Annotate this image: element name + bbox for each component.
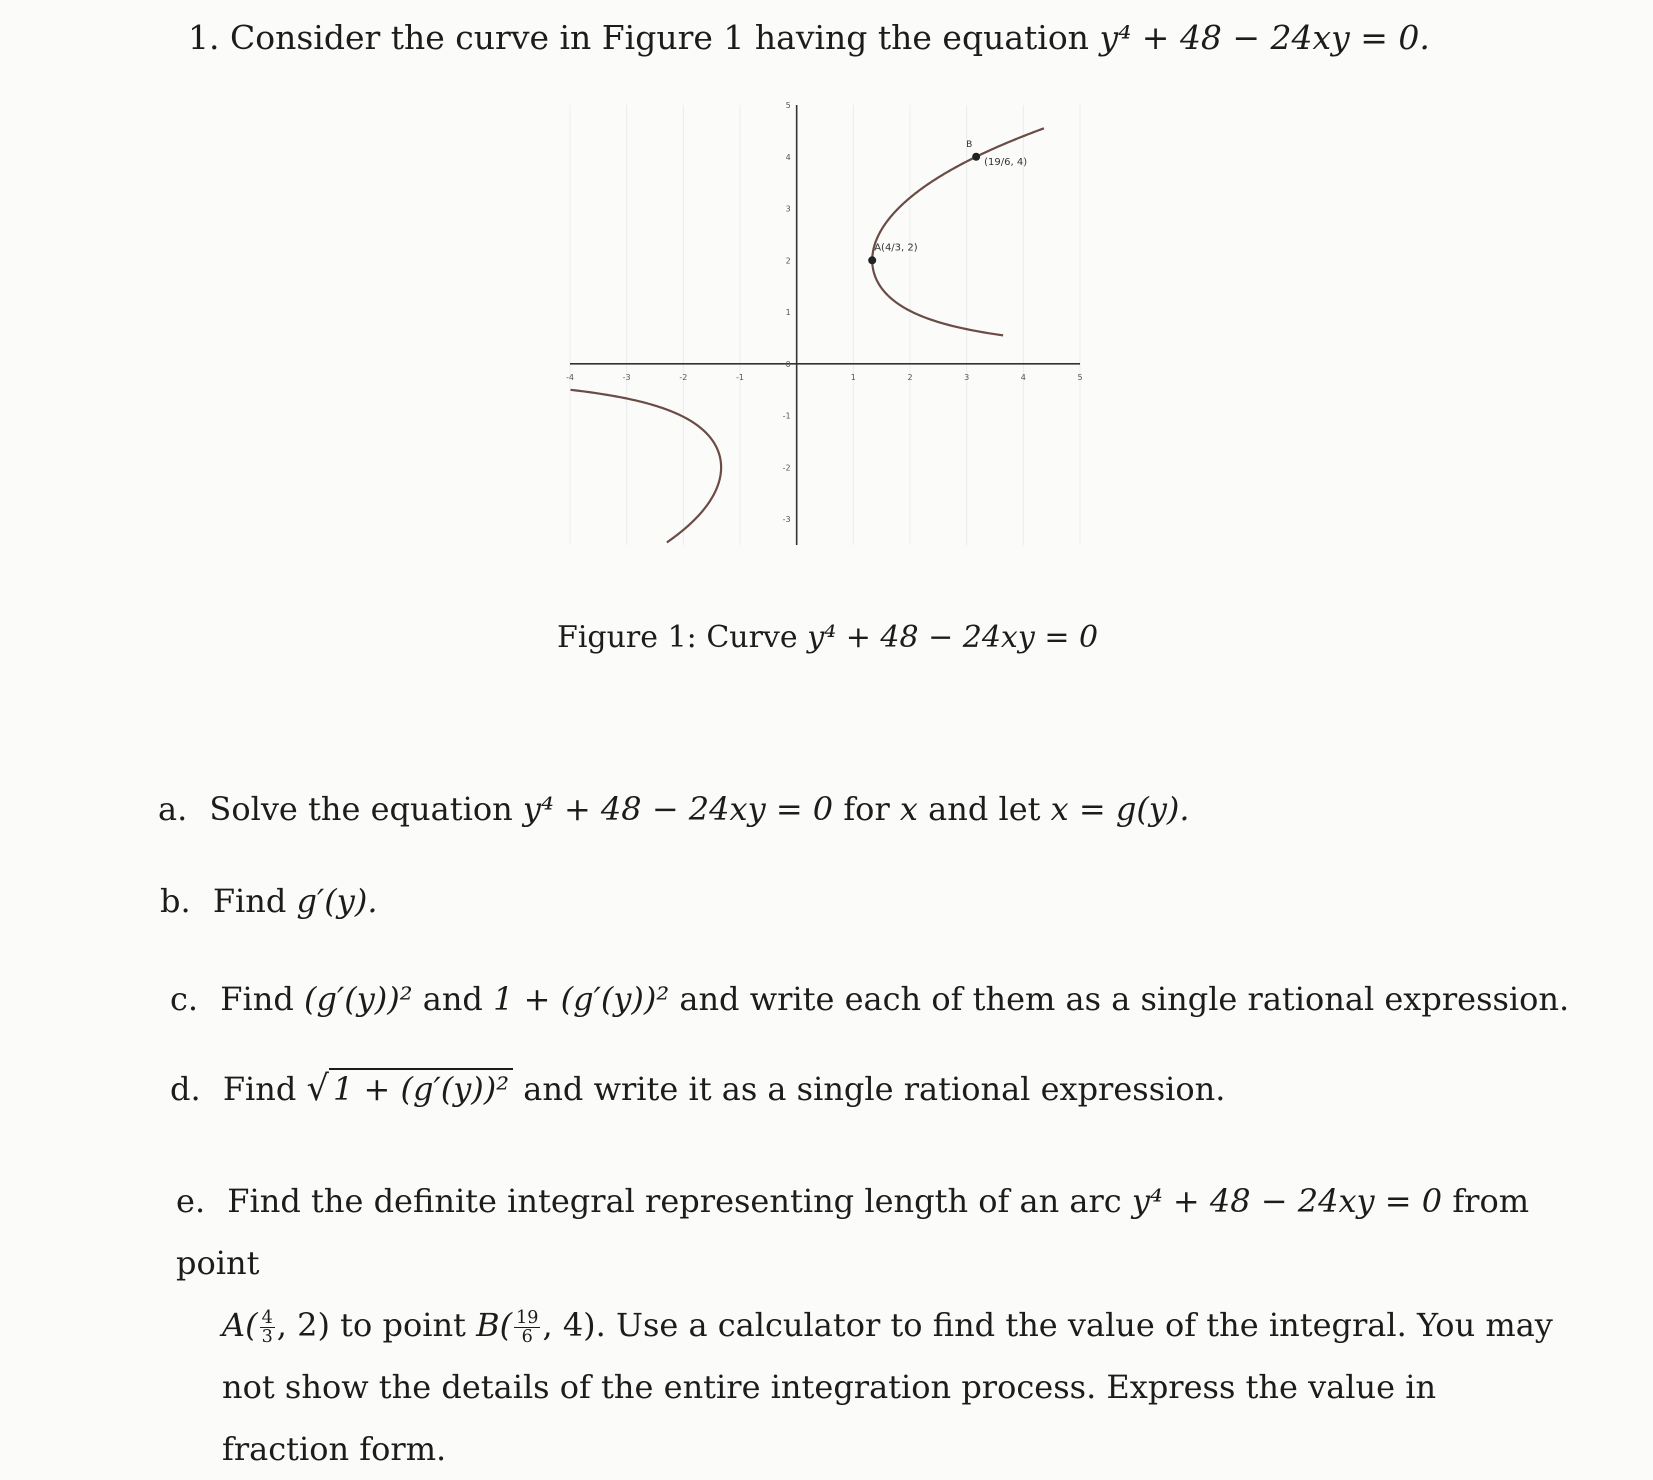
x-tick-label: 5 <box>1077 372 1083 382</box>
item-e-text-4: Use a calculator to find the value of the integral. You may not show the details of the entire integration process. Express the value in fraction form. <box>222 1306 1553 1468</box>
point-b-letter: B <box>966 139 973 150</box>
point-b-x-denominator: 6 <box>521 1327 533 1347</box>
figure-caption <box>557 620 1098 655</box>
item-b-expr: g′(y). <box>296 882 378 920</box>
item-a-text-3: and let <box>928 790 1041 828</box>
point-b-rest: , 4). <box>542 1306 606 1344</box>
y-tick-label: -3 <box>782 515 791 525</box>
x-tick-label: -2 <box>679 372 688 382</box>
item-e-letter: e. <box>176 1182 206 1220</box>
x-tick-label: 2 <box>907 372 913 382</box>
curve-plot <box>560 95 1130 585</box>
item-d-text-1: Find <box>222 1070 297 1108</box>
x-tick-label: 4 <box>1020 372 1026 382</box>
point-a-label: A(4/3, 2) <box>874 242 918 254</box>
caption-label: Figure 1: <box>557 620 697 655</box>
item-d-letter: d. <box>170 1070 201 1108</box>
item-c-text-2: and <box>422 980 483 1018</box>
sqrt-body: 1 + (g′(y))² <box>329 1068 513 1108</box>
point-b-prefix: B( <box>476 1306 513 1344</box>
item-a-equation: y⁴ + 48 − 24xy = 0 <box>522 790 834 828</box>
item-c-text-3: and write each of them as a single rational expression. <box>679 980 1570 1018</box>
item-c <box>170 980 1569 1018</box>
item-a-var: x <box>899 790 918 828</box>
y-tick-label: 4 <box>785 152 791 162</box>
x-tick-label: 3 <box>964 372 970 382</box>
point-b-label: (19/6, 4) <box>984 156 1028 168</box>
item-b-letter: b. <box>160 882 191 920</box>
item-c-expr-1: (g′(y))² <box>303 980 413 1018</box>
figure-1 <box>560 95 1130 585</box>
question-title <box>188 18 1430 57</box>
y-tick-label: 0 <box>785 359 791 369</box>
point-b-marker <box>972 153 980 161</box>
item-a-text-2: for <box>843 790 890 828</box>
y-tick-label: 3 <box>785 204 791 214</box>
x-tick-label: -1 <box>736 372 744 382</box>
point-a-x-fraction <box>260 1309 275 1347</box>
item-e <box>176 1170 1566 1480</box>
x-tick-label: 1 <box>850 372 856 382</box>
y-tick-label: 5 <box>785 101 791 110</box>
point-a-x-numerator: 4 <box>261 1307 273 1328</box>
item-c-text-1: Find <box>220 980 294 1018</box>
item-e-equation: y⁴ + 48 − 24xy = 0 <box>1131 1182 1443 1220</box>
caption-equation: y⁴ + 48 − 24xy = 0 <box>807 620 1099 655</box>
point-a-rest: , 2) <box>276 1306 330 1344</box>
y-tick-label: -2 <box>782 463 791 473</box>
sqrt-expression <box>307 1068 514 1109</box>
y-tick-label: 2 <box>785 256 791 266</box>
question-number: 1. <box>188 18 220 57</box>
point-b-x-fraction <box>514 1309 540 1347</box>
item-c-expr-2: 1 + (g′(y))² <box>493 980 670 1018</box>
item-a-text-1: Solve the equation <box>209 790 513 828</box>
item-b-text: Find <box>212 882 287 920</box>
question-equation: y⁴ + 48 − 24xy = 0. <box>1099 18 1430 57</box>
y-tick-label: 1 <box>785 308 791 318</box>
sqrt-symbol: √ <box>306 1068 329 1109</box>
item-d <box>170 1068 1225 1109</box>
y-tick-label: -1 <box>782 411 791 421</box>
point-b-x-numerator: 19 <box>516 1307 539 1328</box>
item-e-text-2: from point <box>176 1182 1530 1282</box>
x-tick-label: -3 <box>622 372 631 382</box>
caption-text: Curve <box>706 620 798 655</box>
x-tick-label: -4 <box>566 372 574 382</box>
point-a-prefix: A( <box>222 1306 258 1344</box>
item-b <box>160 882 378 920</box>
item-d-text-2: and write it as a single rational expression. <box>523 1070 1226 1108</box>
item-e-text-3: to point <box>340 1306 466 1344</box>
item-c-letter: c. <box>170 980 199 1018</box>
point-a-x-denominator: 3 <box>261 1327 273 1347</box>
item-a-assign: x = g(y). <box>1050 790 1190 828</box>
curve-branch-negative <box>571 390 722 543</box>
question-text: Consider the curve in Figure 1 having the equation <box>230 18 1089 57</box>
item-a <box>158 790 1190 828</box>
item-e-text-1: Find the definite integral representing length of an arc <box>227 1182 1122 1220</box>
item-a-letter: a. <box>158 790 188 828</box>
point-a-marker <box>868 256 876 264</box>
